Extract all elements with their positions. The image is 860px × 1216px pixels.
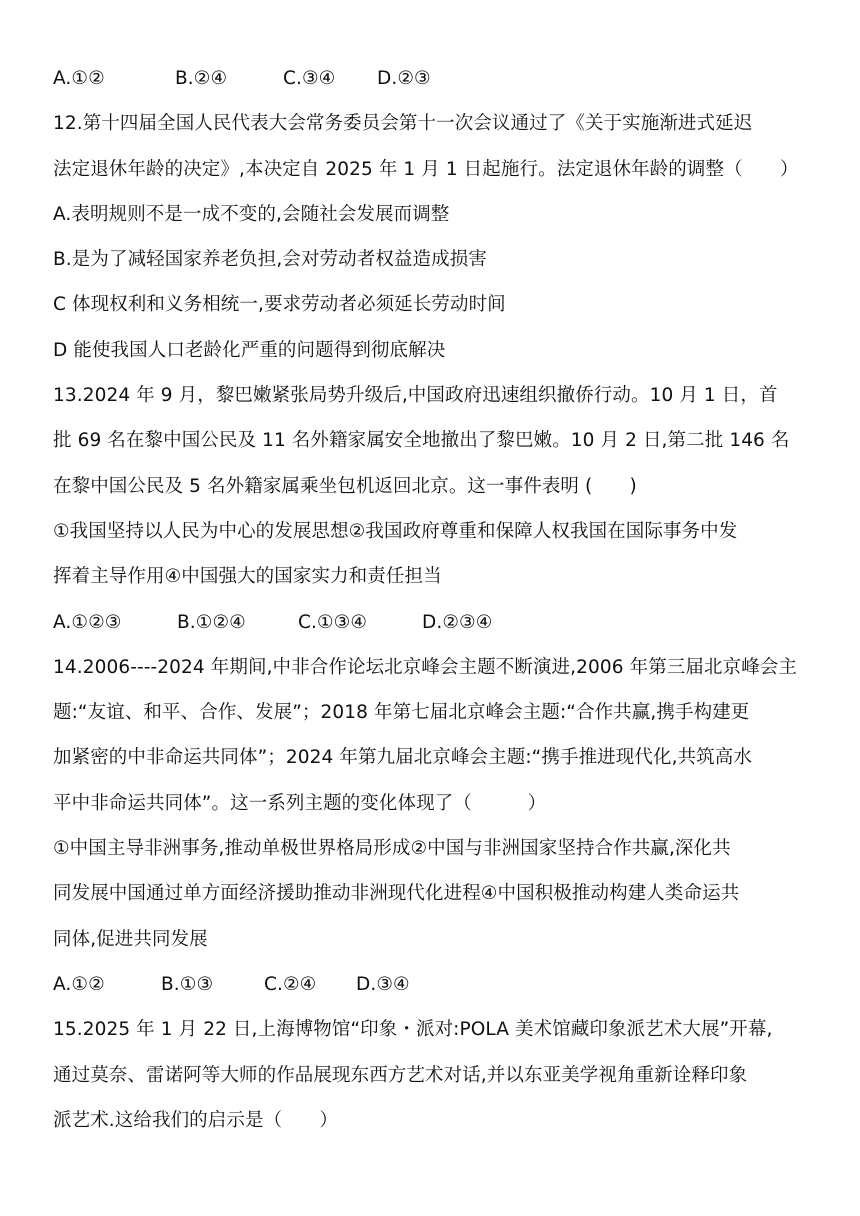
q13-option-d: D.②③④ — [422, 611, 493, 633]
q12-option-a: A.表明规则不是一成不变的,会随社会发展而调整 — [53, 203, 450, 225]
q14-stem-line-2: 题:“友谊、和平、合作、发展”；2018 年第七届北京峰会主题:“合作共赢,携手构建更 — [53, 702, 750, 724]
q11-option-a: A.①② — [53, 68, 105, 89]
q12-option-b: B.是为了减轻国家养老负担,会对劳动者权益造成损害 — [53, 249, 487, 271]
exam-page — [53, 56, 813, 1143]
q14-stem-line-3: 加紧密的中非命运共同体”；2024 年第九届北京峰会主题:“携手推进现代化,共筑高水 — [53, 747, 752, 769]
q14-options — [53, 962, 813, 1007]
q14-statements-line-1: ①中国主导非洲事务,推动单极世界格局形成②中国与非洲国家坚持合作共赢,深化共 — [53, 838, 731, 860]
q14-stem-line-1: 14.2006----2024 年期间,中非合作论坛北京峰会主题不断演进,2006 年第三届北京峰会主 — [53, 656, 797, 678]
q11-option-b: B.②④ — [175, 68, 228, 89]
q15-stem-line-3: 派艺术.这给我们的启示是（ ） — [53, 1109, 338, 1131]
q14-option-c: C.②④ — [264, 973, 317, 995]
q14-option-b: B.①③ — [161, 973, 214, 995]
q13-options — [53, 600, 813, 645]
q14-option-d: D.③④ — [356, 973, 410, 995]
q11-option-c: C.③④ — [283, 68, 336, 89]
q14-statements-line-2: 同发展中国通过单方面经济援助推动非洲现代化进程④中国积极推动构建人类命运共 — [53, 883, 740, 905]
q13-stem-line-1: 13.2024 年 9 月，黎巴嫩紧张局势升级后,中国政府迅速组织撤侨行动。10 月 1 日，首 — [53, 385, 778, 407]
q15-stem-line-1: 15.2025 年 1 月 22 日,上海博物馆“印象・派对:POLA 美术馆藏印象派艺术大展”开幕, — [53, 1019, 773, 1041]
q14-option-a: A.①② — [53, 973, 105, 995]
q13-statements-line-2: 挥着主导作用④中国强大的国家实力和责任担当 — [53, 566, 442, 588]
q11-option-d: D.②③ — [377, 68, 431, 89]
q12-stem-line-2: 法定退休年龄的决定》,本决定自 2025 年 1 月 1 日起施行。法定退休年龄的调整（ ） — [53, 158, 799, 180]
q13-stem-line-3: 在黎中国公民及 5 名外籍家属乘坐包机返回北京。这一事件表明 ( ) — [53, 475, 637, 497]
q12-stem-line-1: 12.第十四届全国人民代表大会常务委员会第十一次会议通过了《关于实施渐进式延迟 — [53, 113, 753, 135]
q13-stem-line-2: 批 69 名在黎中国公民及 11 名外籍家属安全地撤出了黎巴嫩。10 月 2 日,第二批 146 名 — [53, 430, 790, 452]
q15-stem-line-2: 通过莫奈、雷诺阿等大师的作品展现东西方艺术对话,并以东亚美学视角重新诠释印象 — [53, 1064, 748, 1086]
q14-stem-line-4: 平中非命运共同体”。这一系列主题的变化体现了（ ） — [53, 792, 547, 814]
q11-options — [53, 56, 813, 101]
q14-statements-line-3: 同体,促进共同发展 — [53, 928, 208, 950]
q13-option-a: A.①②③ — [53, 611, 122, 633]
q12-option-c: C 体现权利和义务相统一,要求劳动者必须延长劳动时间 — [53, 294, 506, 316]
q13-option-b: B.①②④ — [177, 611, 246, 633]
q13-option-c: C.①③④ — [298, 611, 368, 633]
q12-option-d: D 能使我国人口老龄化严重的问题得到彻底解决 — [53, 339, 446, 361]
q13-statements-line-1: ①我国坚持以人民为中心的发展思想②我国政府尊重和保障人权我国在国际事务中发 — [53, 520, 738, 542]
